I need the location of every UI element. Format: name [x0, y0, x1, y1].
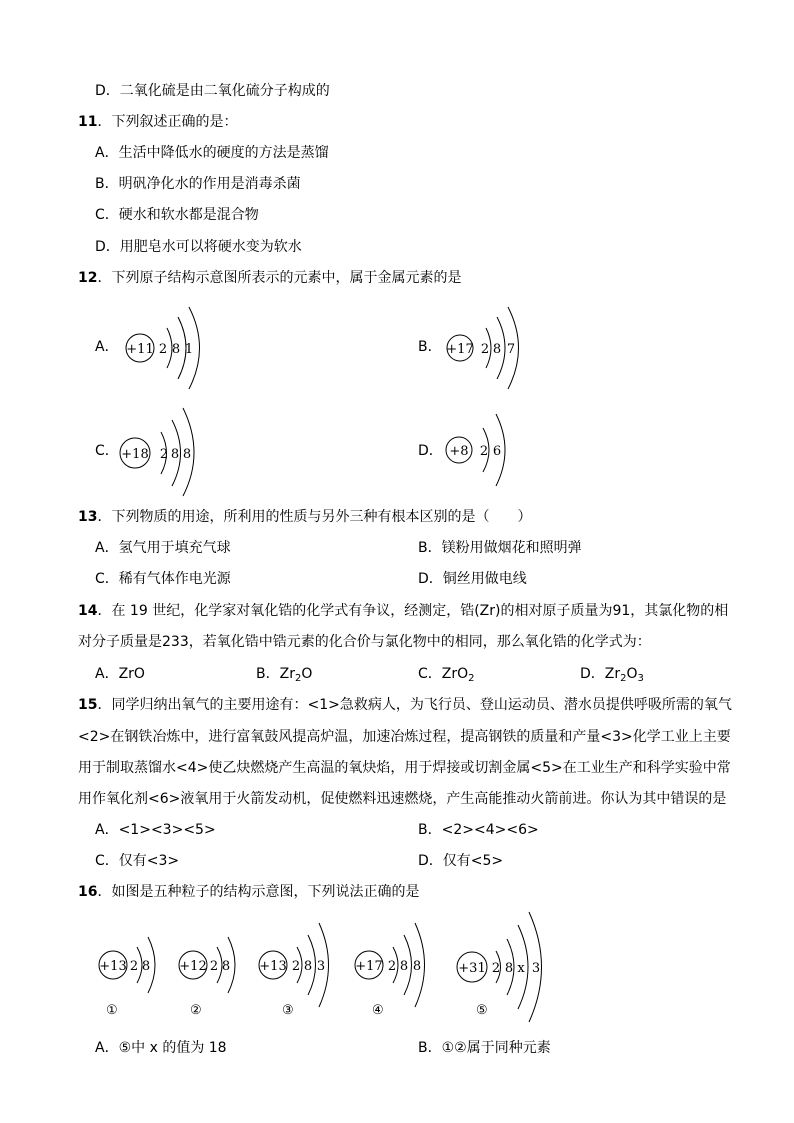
formula-part: ZrO — [441, 666, 469, 682]
q11-option-a: A．生活中降低水的硬度的方法是蒸馏 — [95, 145, 329, 161]
svg-text:3: 3 — [531, 961, 541, 976]
svg-text:2: 2 — [209, 959, 219, 974]
formula-subscript: 2 — [620, 673, 627, 684]
q16-option-a: A．⑤中 x 的值为 18 — [95, 1040, 227, 1056]
q16-particle-4-diagram — [352, 921, 432, 1009]
q15-stem-line4: 用作氧化剂<6>液氧用于火箭发动机，促使燃料迅速燃烧，产生高能推动火箭前进。你认为其中错误的是 — [78, 791, 727, 807]
svg-text:8: 8 — [170, 447, 180, 462]
q16-particle-2-diagram — [176, 933, 246, 997]
svg-text:+17: +17 — [446, 342, 474, 357]
q13-stem — [78, 507, 531, 527]
svg-text:+17: +17 — [355, 959, 383, 974]
q15-option-c: C．仅有<3> — [95, 853, 180, 869]
q11-option-d: D．用肥皂水可以将硬水变为软水 — [95, 239, 302, 255]
svg-text:3: 3 — [316, 959, 326, 974]
q15-stem-line2: <2>在钢铁冶炼中，进行富氧鼓风提高炉温，加速冶炼过程，提高钢铁的质量和产量<3>化学工业上主要 — [78, 729, 731, 745]
formula-part: Zr — [279, 666, 295, 682]
q15-stem-line3: 用于制取蒸馏水<4>使乙炔燃烧产生高温的氧炔焰，用于焊接或切割金属<5>在工业生产和科学实验中常 — [78, 760, 731, 776]
formula-part: O — [626, 666, 638, 682]
q16-particle-2-label: ② — [190, 1003, 202, 1018]
svg-text:8: 8 — [171, 342, 181, 357]
svg-text:8: 8 — [412, 959, 422, 974]
q13-option-b: B．镁粉用做烟花和照明弹 — [418, 540, 582, 556]
formula-subscript: 2 — [294, 673, 302, 684]
svg-text:8: 8 — [303, 959, 313, 974]
svg-text:8: 8 — [399, 959, 409, 974]
q15-stem-text-1: ．同学归纳出氧气的主要用途有：<1>急救病人，为飞行员、登山运动员、潜水员提供呼吸所需的氧气 — [97, 697, 732, 713]
formula-subscript: 2 — [468, 673, 475, 684]
option-letter: B． — [256, 666, 280, 682]
svg-text:7: 7 — [506, 342, 516, 357]
svg-text:1: 1 — [184, 342, 194, 357]
svg-text:6: 6 — [492, 444, 502, 459]
q16-particle-3-label: ③ — [282, 1003, 294, 1018]
option-letter: D． — [580, 666, 605, 682]
q12-stem — [78, 268, 461, 288]
q15-option-a: A．<1><3><5> — [95, 822, 216, 838]
option-letter: A． — [95, 666, 119, 682]
formula-part: O — [301, 666, 313, 682]
svg-text:2: 2 — [480, 342, 490, 357]
q14-option-a — [95, 664, 145, 684]
q12-option-a-letter: A． — [95, 339, 119, 355]
q16-particle-3-diagram — [256, 921, 336, 1009]
svg-text:+8: +8 — [449, 444, 469, 459]
formula-subscript: 3 — [637, 673, 644, 684]
q13-option-c: C．稀有气体作电光源 — [95, 571, 231, 587]
svg-text:2: 2 — [158, 342, 168, 357]
q15-number: 15 — [78, 697, 98, 713]
q16-particle-4-label: ④ — [372, 1003, 384, 1018]
svg-text:x: x — [517, 961, 525, 976]
option-letter: C． — [418, 666, 442, 682]
svg-text:8: 8 — [221, 959, 231, 974]
q12-stem-text: ．下列原子结构示意图所表示的元素中，属于金属元素的是 — [97, 270, 462, 286]
svg-text:+12: +12 — [179, 959, 207, 974]
q11-option-c: C．硬水和软水都是混合物 — [95, 207, 259, 223]
q16-particle-5-diagram — [454, 910, 554, 1022]
q16-particle-1-diagram — [96, 933, 166, 997]
q16-particle-1-label: ① — [106, 1003, 118, 1018]
q14-stem-text-1: ．在 19 世纪，化学家对氧化锆的化学式有争议，经测定，锆(Zr)的相对原子质量为91，其氯化物的相 — [97, 603, 729, 619]
q13-option-a: A．氢气用于填充气球 — [95, 540, 231, 556]
q11-stem-text: ．下列叙述正确的是： — [97, 114, 238, 130]
q12-option-b-atom-diagram — [444, 305, 534, 391]
q10-option-d: D．二氧化硫是由二氧化硫分子构成的 — [95, 83, 330, 99]
svg-text:8: 8 — [504, 961, 514, 976]
q12-option-a-atom-diagram — [121, 305, 211, 391]
svg-text:+13: +13 — [99, 959, 127, 974]
svg-text:2: 2 — [159, 447, 169, 462]
q13-option-d: D．铜丝用做电线 — [418, 571, 527, 587]
q12-number: 12 — [78, 270, 98, 286]
q11-stem — [78, 112, 237, 132]
q15-stem-line1 — [78, 695, 732, 715]
q14-stem-line2: 对分子质量是233，若氧化锆中锆元素的化合价与氯化物中的相同，那么氧化锆的化学式为： — [78, 634, 651, 650]
q11-option-b: B．明矾净化水的作用是消毒杀菌 — [95, 176, 301, 192]
svg-text:2: 2 — [291, 959, 301, 974]
q14-number: 14 — [78, 603, 98, 619]
q14-option-b — [256, 664, 312, 684]
q13-number: 13 — [78, 509, 98, 525]
q16-number: 16 — [78, 884, 98, 900]
q12-option-d-letter: D． — [418, 443, 443, 459]
svg-text:2: 2 — [129, 959, 139, 974]
svg-text:8: 8 — [182, 447, 192, 462]
formula-part: ZrO — [118, 666, 145, 682]
svg-text:8: 8 — [492, 342, 502, 357]
q12-option-d-atom-diagram — [444, 408, 524, 492]
svg-text:+31: +31 — [458, 961, 486, 976]
q13-stem-text: ．下列物质的用途，所利用的性质与另外三种有根本区别的是（ ） — [97, 509, 532, 525]
svg-text:2: 2 — [387, 959, 397, 974]
q11-number: 11 — [78, 114, 98, 130]
q15-option-b: B．<2><4><6> — [418, 822, 539, 838]
svg-text:+18: +18 — [121, 447, 149, 462]
q16-stem — [78, 882, 419, 902]
q12-option-c-atom-diagram — [117, 405, 207, 495]
q14-option-c — [418, 664, 475, 684]
q15-option-d: D．仅有<5> — [418, 853, 504, 869]
q12-option-c-letter: C． — [95, 443, 119, 459]
q16-particle-5-label: ⑤ — [476, 1003, 488, 1018]
q14-option-d — [580, 664, 644, 684]
q16-stem-text: ．如图是五种粒子的结构示意图，下列说法正确的是 — [97, 884, 420, 900]
svg-text:8: 8 — [141, 959, 151, 974]
q12-option-b-letter: B． — [418, 339, 442, 355]
svg-text:2: 2 — [491, 961, 501, 976]
q14-stem-line1 — [78, 601, 728, 621]
formula-part: Zr — [604, 666, 621, 682]
q16-option-b: B．①②属于同种元素 — [418, 1040, 551, 1056]
svg-text:2: 2 — [479, 444, 489, 459]
svg-text:+11: +11 — [126, 342, 154, 357]
svg-text:+13: +13 — [259, 959, 287, 974]
